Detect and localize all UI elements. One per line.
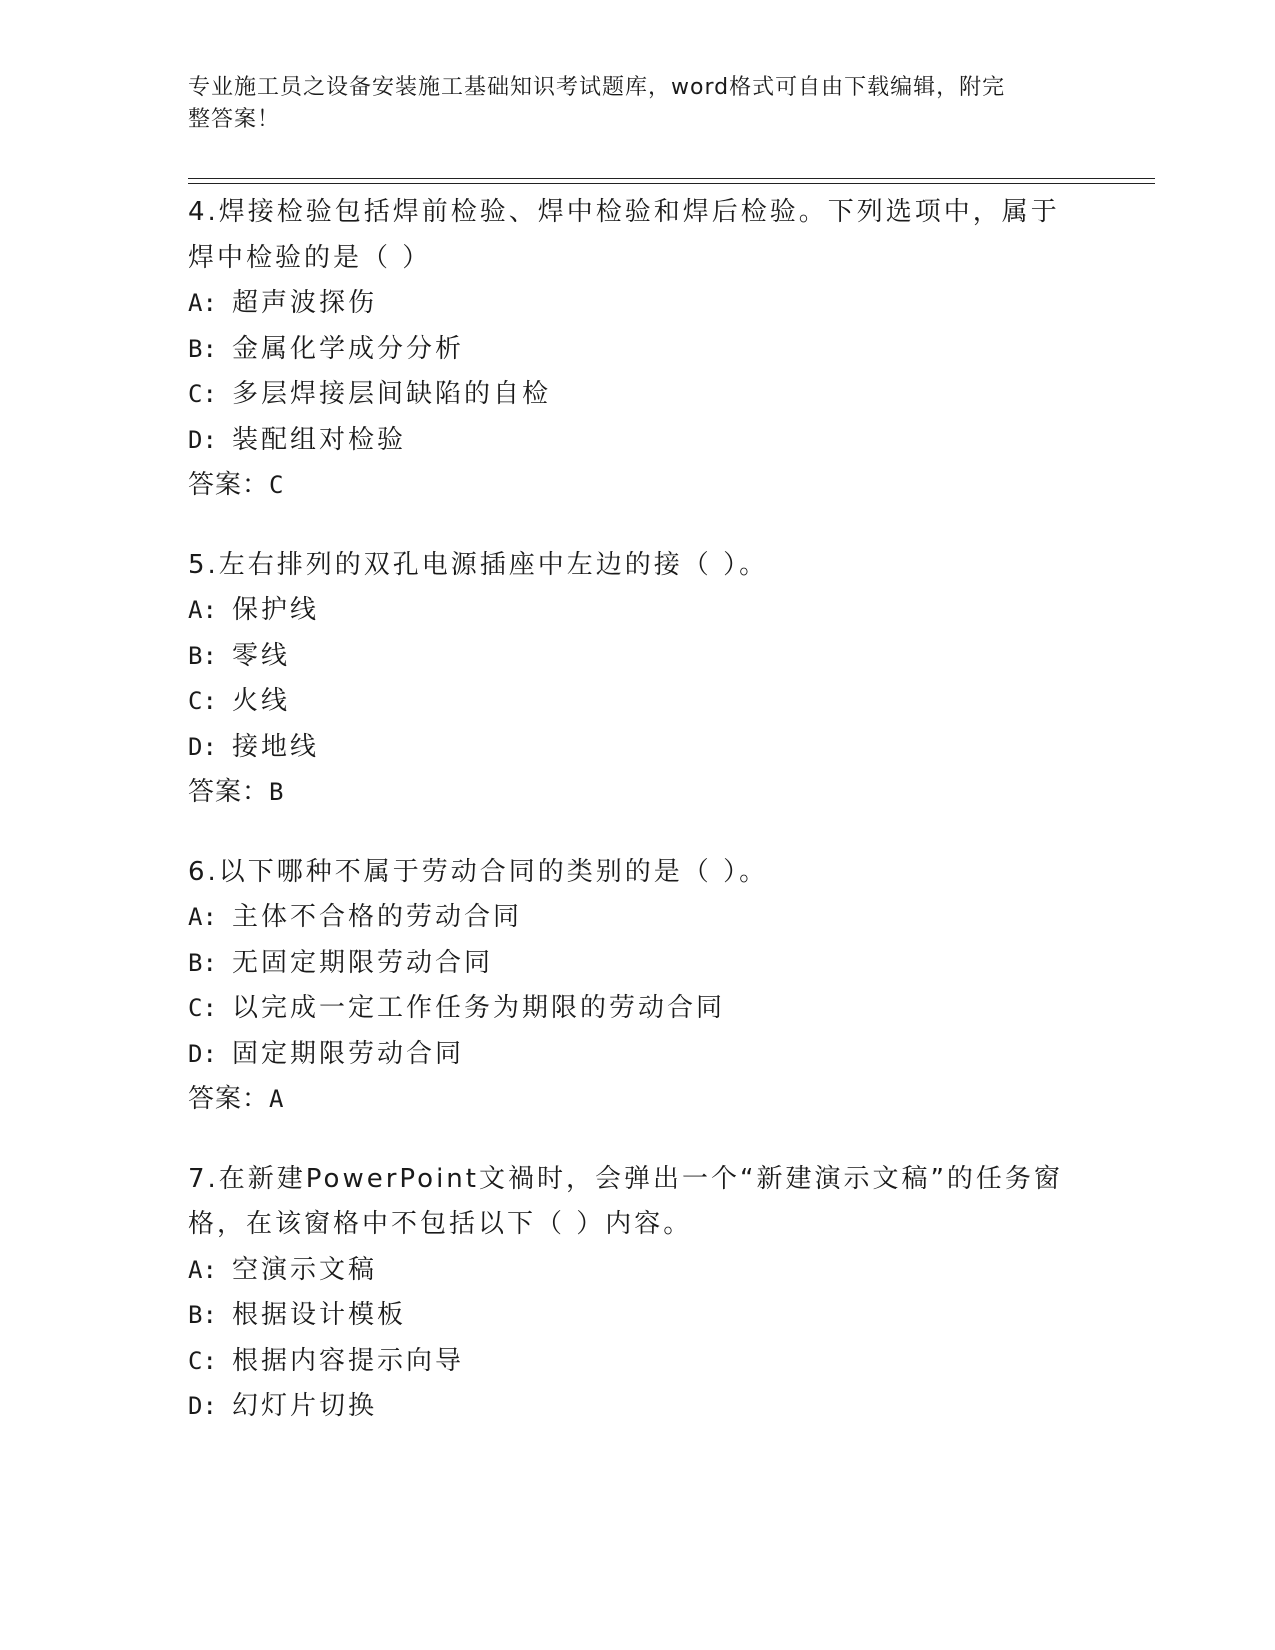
option-text: 金属化学成分分析 [232, 333, 465, 364]
option-text: 主体不合格的劳动合同 [232, 902, 523, 932]
answer-line [188, 1077, 1088, 1123]
answer-value: B [269, 778, 285, 806]
option-d [188, 1032, 1088, 1078]
answer-value: C [269, 471, 285, 499]
option-text: 空演示文稿 [232, 1254, 378, 1285]
option-text: 根据设计模板 [232, 1300, 407, 1330]
option-a [188, 588, 1088, 634]
option-c [188, 372, 1088, 418]
question-5 [188, 543, 1088, 816]
option-letter: D: [188, 732, 217, 761]
option-text: 装配组对检验 [232, 424, 407, 455]
option-letter: A: [188, 596, 217, 624]
option-b [188, 941, 1088, 987]
answer-line [188, 463, 1088, 509]
option-letter: C: [188, 687, 217, 715]
header-divider-bottom [188, 183, 1155, 184]
option-a [188, 895, 1088, 941]
answer-label: 答案： [188, 470, 270, 500]
question-text: 6.以下哪种不属于劳动合同的类别的是（ ）。 [188, 856, 769, 887]
option-letter: C: [188, 380, 217, 408]
option-c [188, 986, 1088, 1032]
option-text: 火线 [232, 686, 291, 716]
option-b [188, 1293, 1088, 1339]
option-letter: B: [188, 1301, 217, 1329]
header-line-1: 专业施工员之设备安装施工基础知识考试题库，word格式可自由下载编辑，附完 [188, 75, 1006, 100]
option-letter: C: [188, 1346, 217, 1375]
option-letter: D: [188, 1392, 217, 1420]
option-text: 多层焊接层间缺陷的自检 [232, 379, 552, 409]
option-text: 接地线 [232, 731, 320, 762]
option-letter: C: [188, 994, 217, 1022]
option-letter: A: [188, 1255, 217, 1284]
option-letter: A: [188, 289, 217, 317]
option-d [188, 1384, 1088, 1430]
answer-label: 答案： [188, 777, 270, 807]
question-7 [188, 1157, 1088, 1430]
header-line-2: 整答案！ [188, 107, 281, 132]
header-divider-top [188, 178, 1155, 179]
option-text: 无固定期限劳动合同 [232, 947, 494, 978]
option-text: 固定期限劳动合同 [232, 1038, 465, 1069]
document-header [188, 72, 1068, 136]
option-letter: A: [188, 903, 217, 931]
question-6 [188, 850, 1088, 1123]
option-text: 幻灯片切换 [232, 1391, 378, 1421]
option-text: 以完成一定工作任务为期限的劳动合同 [232, 993, 726, 1023]
answer-value: A [269, 1085, 285, 1113]
option-letter: B: [188, 948, 217, 977]
option-c [188, 1339, 1088, 1385]
option-text: 超声波探伤 [232, 288, 378, 318]
question-text: 7.在新建PowerPoint文禍时，会弹出一个“新建演示文稿”的任务窗格，在该窗格中不包括以下（ ）内容。 [188, 1163, 1063, 1239]
answer-line [188, 770, 1088, 816]
question-text: 4.焊接检验包括焊前检验、焊中检验和焊后检验。下列选项中，属于焊中检验的是（ ） [188, 197, 1060, 273]
option-letter: B: [188, 641, 217, 670]
option-letter: B: [188, 334, 217, 363]
option-text: 根据内容提示向导 [232, 1345, 465, 1376]
option-text: 零线 [232, 640, 291, 671]
option-letter: D: [188, 425, 217, 454]
option-text: 保护线 [232, 595, 320, 625]
option-letter: D: [188, 1039, 217, 1068]
answer-label: 答案： [188, 1084, 270, 1114]
option-b [188, 327, 1088, 373]
question-list [188, 190, 1088, 1464]
question-4 [188, 190, 1088, 509]
option-c [188, 679, 1088, 725]
option-d [188, 725, 1088, 771]
question-text: 5.左右排列的双孔电源插座中左边的接（ ）。 [188, 549, 769, 580]
option-d [188, 418, 1088, 464]
option-a [188, 281, 1088, 327]
option-a [188, 1248, 1088, 1294]
option-b [188, 634, 1088, 680]
